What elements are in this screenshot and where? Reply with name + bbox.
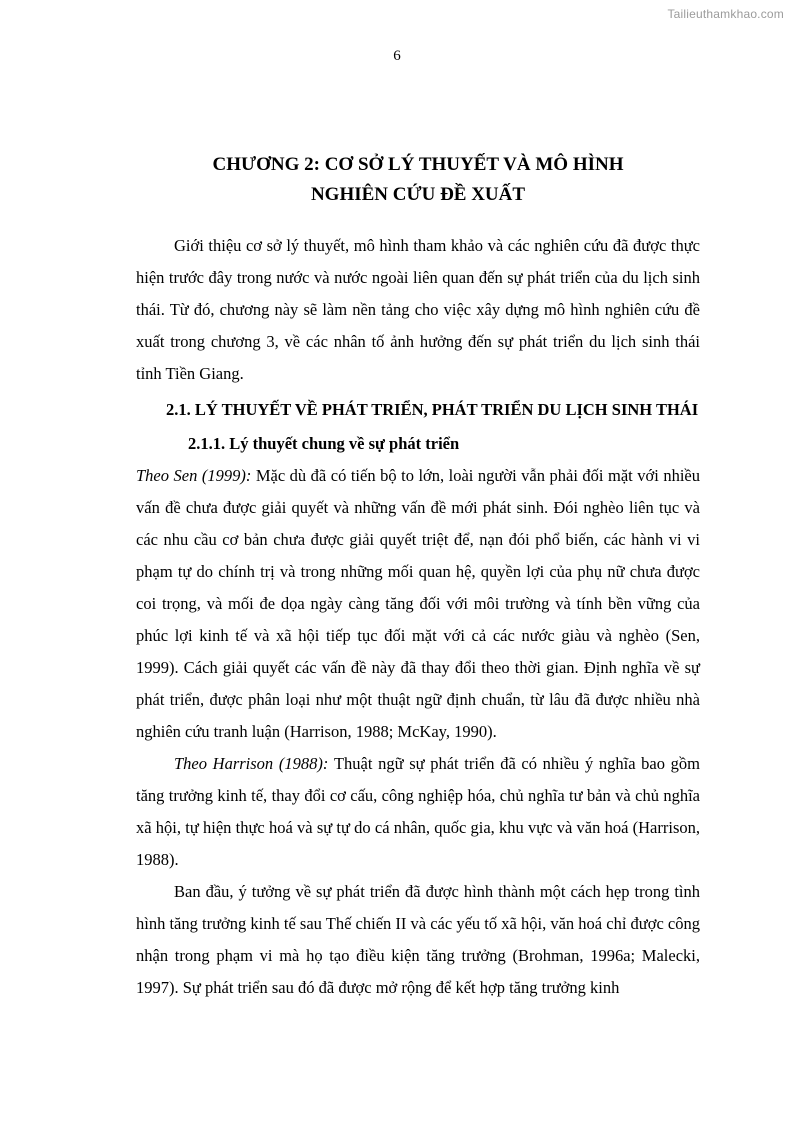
paragraph-initial-development: Ban đầu, ý tưởng về sự phát triển đã được hình thành một cách hẹp trong tình hình tăng trưởng kinh tế sau Thế chiến II và các yếu tố xã hội, văn hoá chỉ được công nhận trong phạm vi mà họ tạo điều kiện tăng trưởng (Brohman, 1996a; Malecki, 1997). Sự phát triển sau đó đã được mở rộng để kết hợp tăng trưởng kinh <box>136 882 700 997</box>
page-content <box>136 150 700 1004</box>
watermark-text: Tailieuthamkhao.com <box>667 7 784 21</box>
paragraph-harrison <box>136 748 700 876</box>
chapter-heading-line2: NGHIÊN CỨU ĐỀ XUẤT <box>310 184 526 205</box>
chapter-heading-line1: CHƯƠNG 2: CƠ SỞ LÝ THUYẾT VÀ MÔ HÌNH <box>212 154 624 175</box>
page-number: 6 <box>393 48 401 64</box>
paragraph-sen-body: Mặc dù đã có tiến bộ to lớn, loài người vẫn phải đối mặt với nhiều vấn đề chưa được giải quyết và những vấn đề mới phát sinh. Đói nghèo liên tục và các nhu cầu cơ bản chưa được giải quyết triệt để, nạn đói phổ biến, các hành vi vi phạm tự do chính trị và trong những mối quan hệ, quyền lợi của phụ nữ chưa được coi trọng, và mối đe dọa ngày càng tăng đối với môi trường và tính bền vững của phúc lợi kinh tế và xã hội tiếp tục đối mặt với cả các nước giàu và nghèo (Sen, 1999). Cách giải quyết các vấn đề này đã thay đổi theo thời gian. Định nghĩa về sự phát triển, được phân loại như một thuật ngữ định chuẩn, từ lâu đã được nhiều nhà nghiên cứu tranh luận (Harrison, 1988; McKay, 1990). <box>136 466 700 741</box>
paragraph-sen <box>136 460 700 748</box>
section-heading-2-1: 2.1. LÝ THUYẾT VỀ PHÁT TRIỂN, PHÁT TRIỂN DU LỊCH SINH THÁI <box>166 400 699 419</box>
paragraph-sen-lead: Theo Sen (1999): <box>136 466 256 485</box>
paragraph-harrison-body: Thuật ngữ sự phát triển đã có nhiều ý nghĩa bao gồm tăng trưởng kinh tế, thay đổi cơ cấu, công nghiệp hóa, chủ nghĩa tư bản và chủ nghĩa xã hội, tự hiện thực hoá và sự tự do cá nhân, quốc gia, khu vực và văn hoá (Harrison, 1988). <box>136 754 700 869</box>
paragraph-harrison-lead: Theo Harrison (1988): <box>174 754 334 773</box>
intro-paragraph: Giới thiệu cơ sở lý thuyết, mô hình tham khảo và các nghiên cứu đã được thực hiện trước đây trong nước và nước ngoài liên quan đến sự phát triển của du lịch sinh thái. Từ đó, chương này sẽ làm nền tảng cho việc xây dựng mô hình nghiên cứu đề xuất trong chương 3, về các nhân tố ảnh hưởng đến sự phát triển du lịch sinh thái tỉnh Tiền Giang. <box>136 236 700 383</box>
subsection-heading-2-1-1: 2.1.1. Lý thuyết chung về sự phát triển <box>188 434 460 453</box>
chapter-heading <box>136 150 700 210</box>
